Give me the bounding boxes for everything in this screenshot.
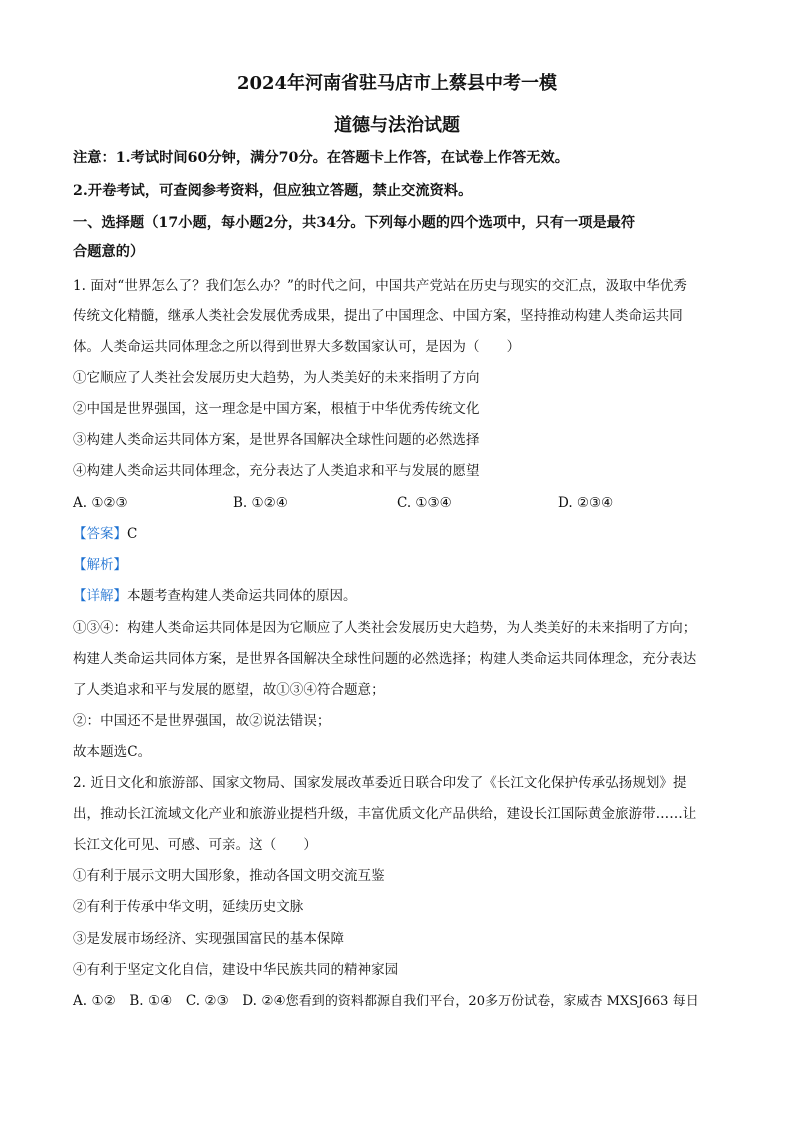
q1-statement: ②中国是世界强国，这一理念是中国方案，根植于中华优秀传统文化: [73, 401, 480, 417]
q1-statement: ④构建人类命运共同体理念，充分表达了人类追求和平与发展的愿望: [73, 463, 480, 479]
q1-stem-line: 1. 面对“世界怎么了？我们怎么办？”的时代之问，中国共产党站在历史与现实的交汇点，汲取中华优秀: [73, 278, 687, 294]
q1-explanation-line: ②：中国还不是世界强国，故②说法错误；: [73, 713, 331, 729]
answer-value: C: [127, 526, 138, 542]
watermark-text: 您看到的资料都源自我们平台，20多万份试卷，家威杏 MXSJ663 每日: [285, 994, 699, 1009]
q1-explanation-line: 构建人类命运共同体方案，是世界各国解决全球性问题的必然选择；构建人类命运共同体理念，充分表达: [73, 651, 697, 667]
q2-stem-line: 出，推动长江流域文化产业和旅游业提档升级，丰富优质文化产品供给，建设长江国际黄金旅游带……让: [73, 806, 697, 822]
page-title: 2024年河南省驻马店市上蔡县中考一模: [236, 73, 558, 94]
q1-option-a: A. ①②③: [73, 495, 128, 511]
notes-line-2: 2.开卷考试，可查阅参考资料，但应独立答题，禁止交流资料。: [73, 183, 473, 199]
q2-statement: ④有利于坚定文化自信，建设中华民族共同的精神家园: [73, 962, 399, 978]
section-heading-cont: 合题意的）: [73, 244, 145, 260]
analysis-tag: 【解析】: [73, 557, 127, 573]
q1-explanation-line: ①③④：构建人类命运共同体是因为它顺应了人类社会发展历史大趋势，为人类美好的未来指明了方向；: [73, 620, 697, 636]
q1-explanation-line: 了人类追求和平与发展的愿望，故①③④符合题意；: [73, 682, 385, 698]
detail-tag: 【详解】: [73, 588, 127, 604]
q1-explanation-line: 故本题选C。: [73, 744, 152, 760]
q1-statement: ③构建人类命运共同体方案，是世界各国解决全球性问题的必然选择: [73, 432, 480, 448]
q2-statement: ①有利于展示文明大国形象，推动各国文明交流互鉴: [73, 868, 385, 884]
q2-statement: ③是发展市场经济、实现强国富民的基本保障: [73, 931, 344, 947]
q1-analysis-row: [73, 555, 127, 575]
notes-line-1: 注意：1.考试时间60分钟，满分70分。在答题卡上作答，在试卷上作答无效。: [73, 150, 569, 166]
q1-stem-line: 传统文化精髓，继承人类社会发展优秀成果，提出了中国理念、中国方案，坚持推动构建人类命运共同: [73, 308, 683, 324]
q2-stem-line: 2. 近日文化和旅游部、国家文物局、国家发展改革委近日联合印发了《长江文化保护传承弘扬规划》提: [73, 775, 687, 791]
q1-option-c: C. ①③④: [397, 495, 452, 511]
q2-options: A. ①② B. ①④ C. ②③ D. ②④: [73, 993, 286, 1009]
detail-intro: 本题考查构建人类命运共同体的原因。: [127, 588, 357, 604]
q1-option-d: D. ②③④: [558, 495, 614, 511]
q1-answer-row: [73, 524, 137, 544]
page-subtitle: 道德与法治试题: [334, 115, 460, 136]
q1-statement: ①它顺应了人类社会发展历史大趋势，为人类美好的未来指明了方向: [73, 370, 480, 386]
q1-stem-line: 体。人类命运共同体理念之所以得到世界大多数国家认可，是因为（ ）: [73, 339, 521, 355]
answer-tag: 【答案】: [73, 526, 127, 542]
q1-option-b: B. ①②④: [233, 495, 288, 511]
q2-statement: ②有利于传承中华文明，延续历史文脉: [73, 899, 304, 915]
q1-detail-row: [73, 586, 357, 606]
q2-stem-line: 长江文化可见、可感、可亲。这（ ）: [73, 837, 317, 853]
section-heading: 一、选择题（17小题，每小题2分，共34分。下列每小题的四个选项中，只有一项是最符: [73, 215, 636, 231]
q2-options-row: [73, 991, 699, 1012]
